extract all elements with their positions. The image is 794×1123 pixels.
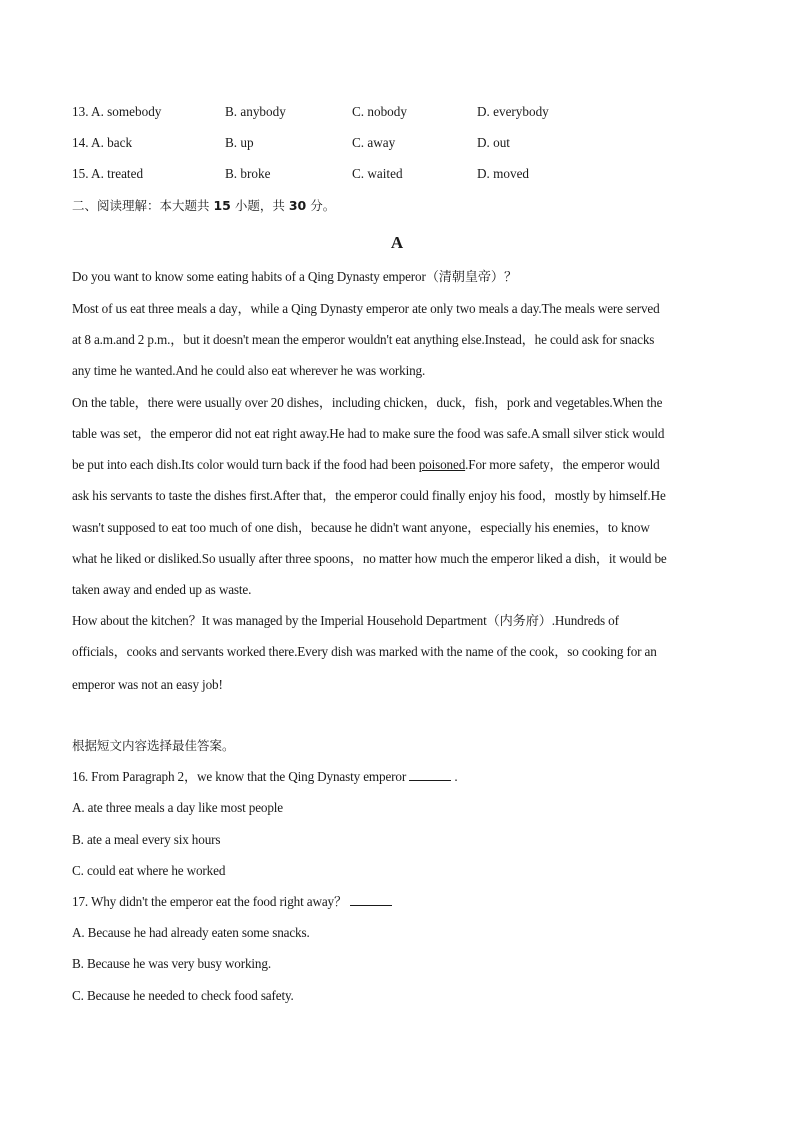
section-score: 30 [288, 198, 307, 213]
paragraph-3-line-3-post: .For more safety，the emperor would [465, 457, 660, 472]
option-c: C. away [352, 135, 396, 150]
cloze-question-13 [72, 103, 722, 121]
option-a: 14. A. back [72, 135, 133, 150]
option-b: B. anybody [225, 104, 286, 119]
paragraph-3-line-6: what he liked or disliked.So usually after three spoons，no matter how much the emperor liked a dish，it would be [72, 551, 667, 566]
paragraph-4-line-1: How about the kitchen？It was managed by the Imperial Household Department（内务府）.Hundreds of [72, 613, 619, 628]
question-16-option-b: B. ate a meal every six hours [72, 832, 221, 847]
section-prefix: 二、阅读理解：本大题共 [72, 198, 214, 213]
answer-blank [350, 893, 392, 906]
section-mid: 小题，共 [230, 198, 289, 213]
option-c: C. nobody [352, 104, 407, 119]
cloze-question-15 [72, 165, 722, 183]
cloze-question-14 [72, 134, 722, 152]
question-16 [72, 768, 458, 786]
question-17 [72, 893, 392, 911]
question-17-stem: 17. Why didn't the emperor eat the food right away？ [72, 894, 348, 909]
option-d: D. out [477, 135, 510, 150]
paragraph-2-line-2: at 8 a.m.and 2 p.m.，but it doesn't mean the emperor wouldn't eat anything else.Instead，he could ask for snacks [72, 332, 655, 347]
option-b: B. up [225, 135, 254, 150]
paragraph-2-line-1: Most of us eat three meals a day，while a Qing Dynasty emperor ate only two meals a day.The meals were served [72, 301, 660, 316]
question-16-option-c: C. could eat where he worked [72, 863, 226, 878]
paragraph-1: Do you want to know some eating habits of a Qing Dynasty emperor（清朝皇帝）？ [72, 269, 517, 284]
underlined-word-poisoned: poisoned [418, 457, 466, 472]
option-a: 15. A. treated [72, 166, 144, 181]
paragraph-3-line-4: ask his servants to taste the dishes first.After that，the emperor could finally enjoy his food，mostly by himself.He [72, 488, 666, 503]
option-d: D. moved [477, 166, 530, 181]
question-16-stem-end: . [451, 769, 458, 784]
question-17-option-b: B. Because he was very busy working. [72, 956, 271, 971]
paragraph-3-line-5: wasn't supposed to eat too much of one dish，because he didn't want anyone，especially his enemies，to know [72, 520, 650, 535]
option-a: 13. A. somebody [72, 104, 162, 119]
answer-blank [409, 768, 451, 781]
section-heading [72, 197, 335, 215]
question-17-option-c: C. Because he needed to check food safety. [72, 988, 294, 1003]
paragraph-3-line-3 [72, 456, 660, 474]
option-b: B. broke [225, 166, 271, 181]
passage-title: A [390, 233, 404, 252]
question-16-option-a: A. ate three meals a day like most people [72, 800, 283, 815]
paragraph-3-line-1: On the table，there were usually over 20 dishes，including chicken，duck，fish，pork and vegetables.When the [72, 395, 663, 410]
paragraph-2-line-3: any time he wanted.And he could also eat wherever he was working. [72, 363, 426, 378]
paragraph-4-line-2: officials，cooks and servants worked there.Every dish was marked with the name of the cook，so cooking for an [72, 644, 657, 659]
section-question-count: 15 [213, 198, 231, 213]
option-c: C. waited [352, 166, 403, 181]
paragraph-3-line-7: taken away and ended up as waste. [72, 582, 252, 597]
paragraph-3-line-2: table was set，the emperor did not eat right away.He had to make sure the food was safe.A small silver stick would [72, 426, 665, 441]
question-17-option-a: A. Because he had already eaten some snacks. [72, 925, 310, 940]
section-suffix: 分。 [306, 198, 336, 213]
paragraph-4-line-3: emperor was not an easy job! [72, 677, 223, 692]
question-16-stem: 16. From Paragraph 2，we know that the Qing Dynasty emperor [72, 769, 407, 784]
paragraph-3-line-3-pre: be put into each dish.Its color would turn back if the food had been [72, 457, 419, 472]
option-d: D. everybody [477, 104, 549, 119]
instruction: 根据短文内容选择最佳答案。 [72, 738, 235, 753]
